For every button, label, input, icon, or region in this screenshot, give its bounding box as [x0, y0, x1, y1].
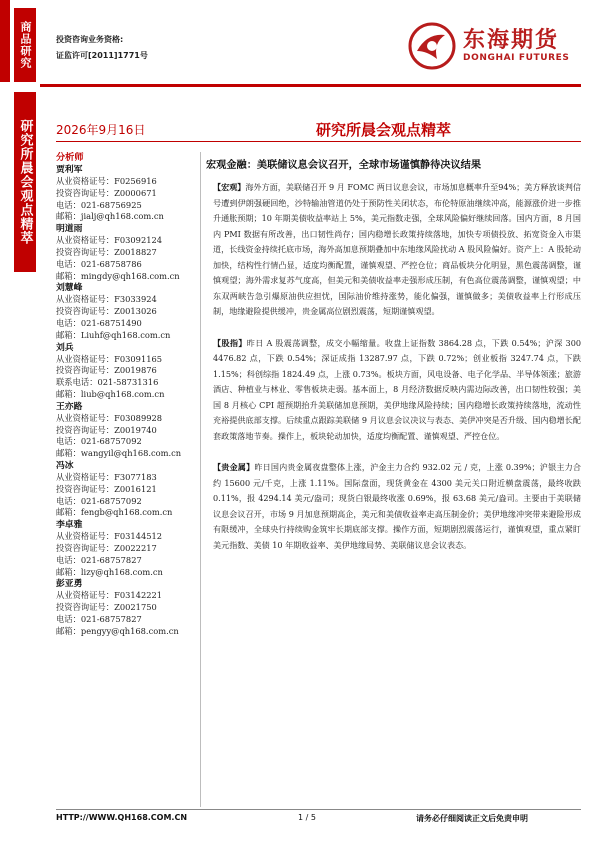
analyst-email: 邮箱：mingdy@qh168.com.cn: [56, 270, 180, 281]
header-divider: [40, 84, 581, 87]
license-line-1: 投资咨询业务资格:: [56, 35, 124, 44]
analyst-name: 李卓雅: [56, 520, 83, 531]
license-line-2: 证监许可[2011]1771号: [56, 51, 148, 60]
analyst-email: 邮箱：fengb@qh168.com.cn: [56, 507, 173, 518]
analyst-name: 冯冰: [56, 460, 74, 471]
analyst-name: 刘兵: [56, 342, 74, 353]
section-paragraph: [213, 460, 581, 553]
analyst-info-line: 联系电话：021-58731316: [56, 377, 159, 388]
report-title: 研究所晨会观点精萃: [316, 121, 452, 139]
analyst-info-line: 从业资格证号：F0256916: [56, 176, 157, 186]
analyst-info-line: 投资咨询证号：Z0016121: [56, 483, 157, 494]
analyst-info-line: 投资咨询证号：Z0019876: [56, 365, 157, 376]
analyst-name: 明道雨: [56, 224, 83, 235]
donghai-logo-icon: [407, 21, 457, 71]
license-info: [56, 32, 148, 64]
analyst-info-line: 投资咨询证号：Z0021750: [56, 602, 157, 613]
analyst-info-line: 从业资格证号：F03089928: [56, 412, 163, 423]
analyst-info-line: 从业资格证号：F03142221: [56, 590, 163, 601]
analyst-info-line: 投资咨询证号：Z0018827: [56, 246, 157, 257]
section-text: 昨日 A 股震荡调整，成交小幅缩量。收盘上证指数 3864.28 点，下跌 0.54%；沪深 300 4476.82 点，下跌 0.54%；深证成指 13287.97 点，下跌 0.72%；创业板指 3247.74 点，下跌 1.15%；科创综指 1824.49 点，上涨 0.73%。板块方面，风电设备、电子化学品、半导体领涨；旅游酒店、种植业与林业、零售板块走弱。基本面上，8 月经济数据反映内需边际改善，出口韧性较强；美国 8 月核心 CPI 超预期抬升美联储加息预期，美伊地缘风险持续；国内稳增长政策持续落地，流动性充裕提供底部支撑。后续重点跟踪美联储 9 月议息会议决议与表态、美伊冲突是否升级、国内稳增长配套政策落地节奏。操作上，板块轮动加快，适度均衡配置、谨慎观望、严控仓位。: [213, 337, 581, 441]
brand-stripe: [0, 0, 10, 82]
website-link[interactable]: HTTP://WWW.QH168.COM.CN: [56, 813, 188, 822]
company-logo: [407, 18, 577, 74]
analyst-email: 邮箱：lizy@qh168.com.cn: [56, 566, 163, 577]
analyst-email: 邮箱：pengyy@qh168.com.cn: [56, 625, 179, 636]
analyst-email: 邮箱：jialj@qh168.com.cn: [56, 211, 164, 222]
analyst-email: 邮箱：wangyil@qh168.com.cn: [56, 448, 182, 459]
analyst-info-line: 电话：021-68757092: [56, 495, 142, 506]
report-subtitle: 宏观金融：美联储议息会议召开，全球市场谨慎静待决议结果: [206, 160, 482, 171]
section-tag: 【贵金属】: [213, 462, 255, 472]
analyst-info-line: 电话：021-68751490: [56, 317, 142, 328]
analyst-info-line: 电话：021-68757092: [56, 436, 142, 447]
analyst-info-line: 从业资格证号：F03091165: [56, 353, 163, 364]
analyst-info-line: 电话：021-68758786: [56, 258, 142, 269]
section-text: 昨日国内贵金属夜盘整体上涨，沪金主力合约 932.02 元 / 克，上涨 0.39%；沪银主力合约 15600 元/千克，上涨 1.11%。国际盘面，现货黄金在 4300 美元关口附近横盘震荡，最终收跌 0.11%，报 4294.14 美元/盎司；现货白银最终收涨 0.69%，报 63.68 美元/盎司。主要由于美联储议息会议召开，市场 9 月加息预期高企，美元和美债收益率走高压制金价；美伊地缘冲突带来避险形成有限缓冲，全球央行持续购金筑牢长期底部支撑。操作方面，短期剧烈震荡运行，谨慎观望，重点紧盯美元指数、美债 10 年期收益率、美伊地缘局势、美联储议息会议表态。: [213, 462, 581, 550]
footer-divider: [56, 809, 581, 810]
disclaimer-note: 请务必仔细阅读正文后免责申明: [416, 814, 528, 823]
page-number: 1 / 5: [298, 813, 316, 822]
analyst-info-line: 电话：021-68756925: [56, 199, 142, 210]
sidebar-tab-report: 研究所晨会观点精萃: [14, 92, 36, 272]
analyst-name: 彭亚勇: [56, 579, 83, 590]
analyst-heading: 分析师: [56, 152, 84, 163]
analyst-info-line: 电话：021-68757827: [56, 554, 142, 565]
section-paragraph: [213, 180, 581, 320]
column-divider: [200, 152, 201, 807]
analyst-info-line: 从业资格证号：F3033924: [56, 294, 157, 305]
section-text: 海外方面，美联储召开 9 月 FOMC 两日议息会议，市场加息概率升至94%；美方释放谈判信号遭到伊朗强硬回绝，沙特输油管道仍处于预防性关闭状态，布伦特原油继续冲高，能源涨价进一步推升通胀预期；10 年期美债收益率站上 5%，美元指数走强，全球风险偏好继续回落。国内方面，8 月国内 PMI 数据有所改善，出口韧性尚存；国内稳增长政策持续落地，加快专项债投放、拓宽资金入市渠道，长线资金持续托底市场，海外高加息预期叠加中东地缘风险扰动 A 股风险偏好。资产上：A 股轮动加快，结构性行情凸显，适度均衡配置，谨慎观望、严控仓位；商品板块分化明显，黑色震荡调整，谨慎观望；海外需求复苏气度高，但美元和美债收益率走强形成压制，有色高位震荡调整，谨慎观望；中东双两峡告急引爆原油供应担忧，国际油价维持涨势，能化偏强，谨慎做多；美债收益率上行形成压制，地缘避险提供缓冲，贵金属高位剧烈震荡，短期谨慎观望。: [213, 182, 581, 316]
analyst-info-line: 从业资格证号：F03092124: [56, 235, 163, 246]
section-tag: 【股指】: [213, 337, 247, 348]
analyst-info-line: 从业资格证号：F03144512: [56, 531, 163, 542]
analyst-email: 邮箱：liub@qh168.com.cn: [56, 388, 165, 399]
analyst-info-line: 投资咨询证号：Z0019740: [56, 424, 157, 435]
analyst-info-line: 电话：021-68757827: [56, 613, 142, 624]
section-paragraph: [213, 336, 581, 445]
logo-text: [463, 29, 569, 64]
report-date: 2026年9月16日: [56, 123, 146, 137]
analyst-info-line: 投资咨询证号：Z0000671: [56, 187, 157, 198]
title-divider: [56, 141, 581, 142]
section-tag: 【宏观】: [213, 182, 246, 192]
logo-english: DONGHAI FUTURES: [463, 52, 570, 63]
analyst-list: [56, 152, 204, 638]
analyst-info-line: 投资咨询证号：Z0022217: [56, 542, 157, 553]
analyst-info-line: 从业资格证号：F3077183: [56, 471, 157, 482]
analyst-email: 邮箱：Liuhf@qh168.com.cn: [56, 329, 171, 340]
analyst-name: 王亦路: [56, 401, 83, 412]
analyst-name: 刘慧峰: [56, 283, 83, 294]
report-content: [213, 180, 581, 569]
logo-chinese: 东海期货: [463, 27, 560, 53]
analyst-name: 贾利军: [56, 165, 83, 175]
section-tab-commodity: 商品研究: [14, 8, 36, 82]
analyst-info-line: 投资咨询证号：Z0013026: [56, 306, 157, 317]
